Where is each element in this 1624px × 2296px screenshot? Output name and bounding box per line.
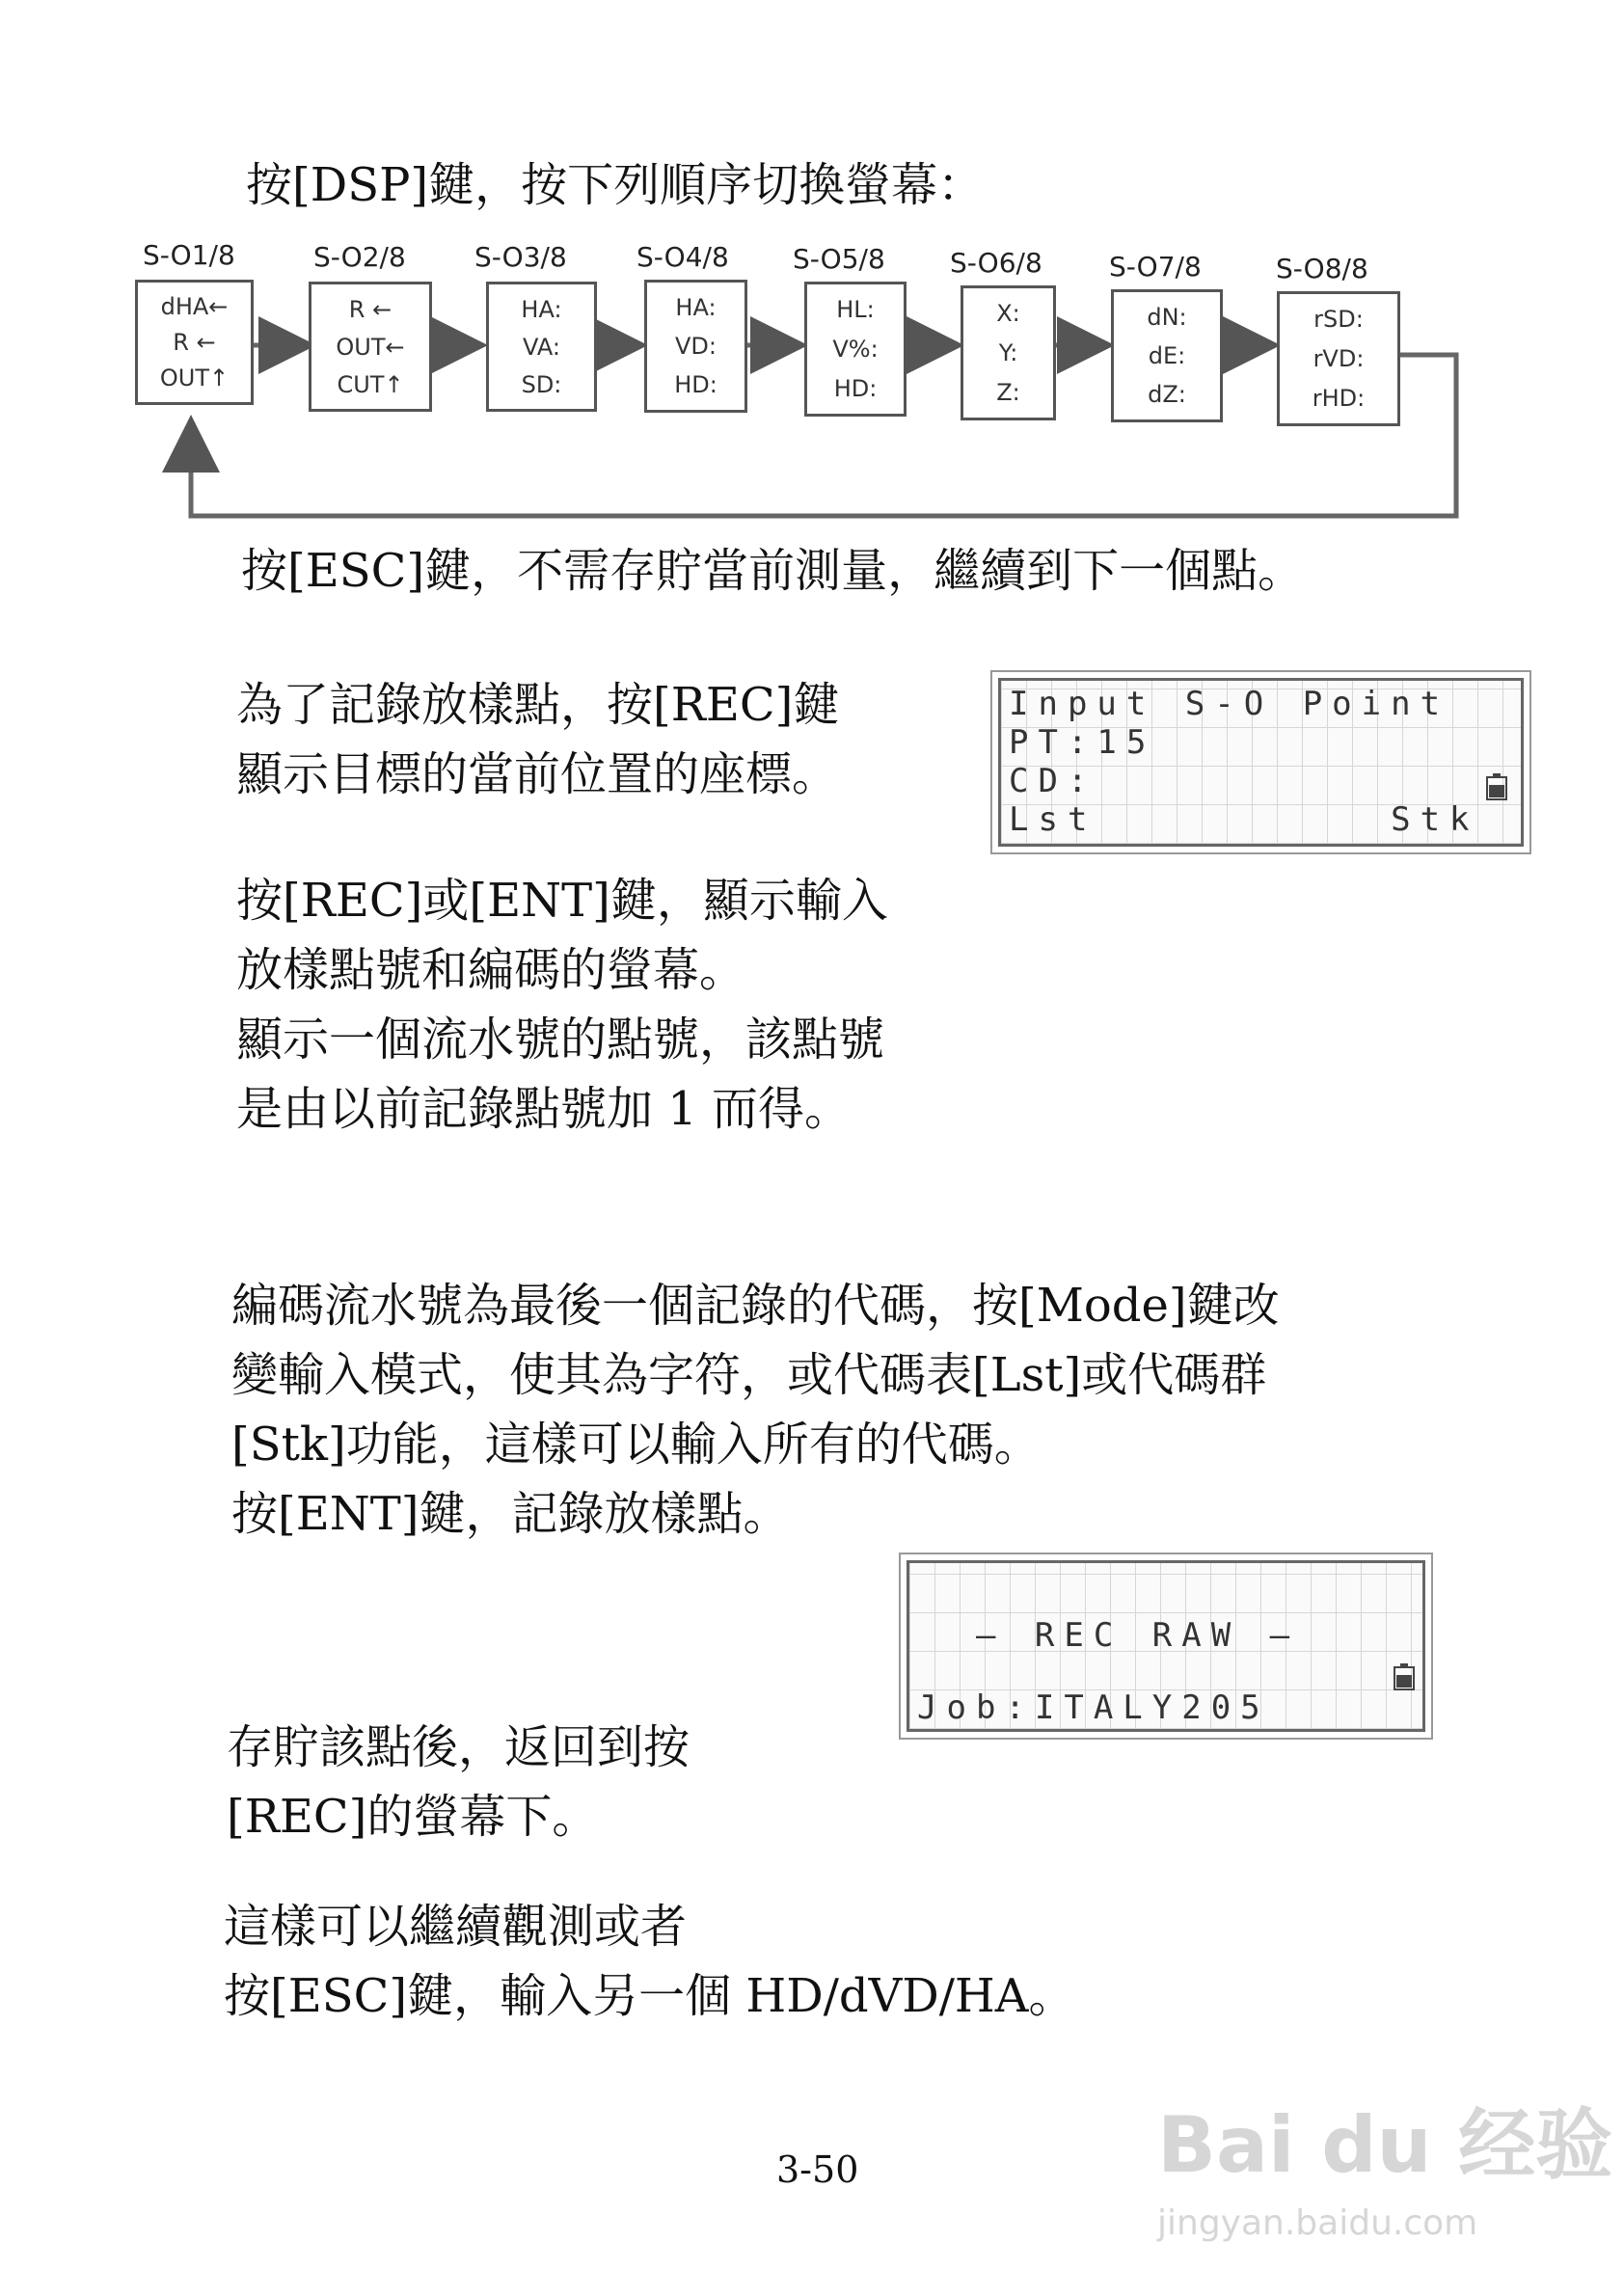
return-paragraph bbox=[227, 1713, 690, 1851]
screen-row: CUT↑ bbox=[337, 370, 404, 398]
lcd-row: CD: bbox=[1009, 762, 1097, 800]
screen-row: Y: bbox=[998, 338, 1018, 366]
lcd-row: Input S-O Point bbox=[1009, 685, 1450, 723]
esc-instruction: 按[ESC]鍵，不需存貯當前測量，繼續到下一個點。 bbox=[241, 544, 1305, 598]
screen-label-7: S-O7/8 bbox=[1109, 251, 1202, 283]
code-line: [Stk]功能，這樣可以輸入所有的代碼。 bbox=[231, 1418, 1041, 1472]
screen-row: HD: bbox=[674, 371, 717, 398]
ent-line: 放樣點號和編碼的螢幕。 bbox=[236, 943, 746, 997]
lcd-input-so-point bbox=[998, 678, 1524, 847]
screen-row: V%: bbox=[832, 335, 879, 363]
screen-row: dN: bbox=[1147, 304, 1187, 331]
screen-row: HA: bbox=[521, 295, 562, 323]
screen-row: OUT↑ bbox=[159, 365, 230, 392]
code-line: 按[ENT]鍵，記錄放樣點。 bbox=[231, 1487, 790, 1541]
screen-row: OUT← bbox=[336, 333, 405, 361]
screen-row: rSD: bbox=[1313, 306, 1364, 334]
rec-line: 為了記錄放樣點，按[REC]鍵 bbox=[236, 678, 840, 732]
screen-box-7 bbox=[1111, 289, 1223, 422]
screen-box-1 bbox=[135, 280, 254, 405]
continue-paragraph bbox=[224, 1892, 1074, 2031]
battery-icon bbox=[1394, 1663, 1415, 1690]
screen-row: X: bbox=[996, 300, 1020, 328]
screen-row: VD: bbox=[675, 333, 717, 360]
screen-box-2 bbox=[309, 282, 432, 412]
screen-row: R ← bbox=[173, 328, 216, 356]
continue-line: 這樣可以繼續觀測或者 bbox=[224, 1900, 688, 1954]
return-line: [REC]的螢幕下。 bbox=[227, 1790, 599, 1844]
lcd-row: PT:15 bbox=[1009, 723, 1156, 762]
code-paragraph bbox=[231, 1271, 1280, 1549]
page-number: 3-50 bbox=[776, 2148, 859, 2191]
screen-row: dHA← bbox=[160, 292, 229, 320]
screen-label-5: S-O5/8 bbox=[793, 243, 885, 275]
battery-icon bbox=[1486, 773, 1507, 800]
screen-row: rHD: bbox=[1312, 384, 1366, 412]
screen-label-3: S-O3/8 bbox=[474, 241, 567, 273]
screen-row: dZ: bbox=[1148, 381, 1186, 408]
screen-row: rVD: bbox=[1313, 344, 1365, 372]
ent-line: 是由以前記錄點號加 1 而得。 bbox=[236, 1082, 852, 1136]
ent-line: 按[REC]或[ENT]鍵，顯示輸入 bbox=[236, 874, 888, 928]
screen-label-1: S-O1/8 bbox=[143, 239, 235, 271]
return-line: 存貯該點後，返回到按 bbox=[227, 1720, 690, 1774]
code-line: 編碼流水號為最後一個記錄的代碼，按[Mode]鍵改 bbox=[231, 1279, 1280, 1333]
screen-box-5 bbox=[804, 282, 907, 417]
screen-box-6 bbox=[961, 285, 1056, 420]
screen-row: dE: bbox=[1148, 342, 1186, 369]
screen-box-3 bbox=[486, 282, 597, 412]
screen-box-4 bbox=[644, 280, 747, 413]
continue-line: 按[ESC]鍵，輸入另一個 HD/dVD/HA。 bbox=[224, 1969, 1075, 2023]
lcd-row: — REC RAW — bbox=[917, 1616, 1300, 1655]
screen-label-6: S-O6/8 bbox=[950, 247, 1042, 279]
lcd-row: Lst Stk bbox=[1009, 800, 1479, 839]
rec-paragraph bbox=[236, 670, 839, 809]
screen-row: HL: bbox=[836, 296, 875, 324]
screen-row: VA: bbox=[523, 333, 560, 361]
screen-label-2: S-O2/8 bbox=[313, 241, 406, 273]
screen-label-8: S-O8/8 bbox=[1276, 253, 1368, 284]
lcd-rec-raw bbox=[907, 1560, 1425, 1732]
intro-text: 按[DSP]鍵，按下列順序切換螢幕： bbox=[246, 158, 985, 212]
rec-line: 顯示目標的當前位置的座標。 bbox=[236, 747, 839, 801]
screen-box-8 bbox=[1277, 291, 1400, 426]
watermark-logo: Bai du 经验 bbox=[1157, 2100, 1613, 2190]
screen-row: HD: bbox=[833, 374, 878, 402]
screen-row: SD: bbox=[521, 370, 562, 398]
ent-line: 顯示一個流水號的點號，該點號 bbox=[236, 1013, 885, 1067]
screen-row: R ← bbox=[348, 295, 392, 323]
screen-row: Z: bbox=[996, 378, 1020, 406]
screen-label-4: S-O4/8 bbox=[636, 241, 729, 273]
screen-row: HA: bbox=[675, 294, 717, 321]
watermark-url: jingyan.baidu.com bbox=[1157, 2203, 1478, 2243]
code-line: 變輸入模式，使其為字符，或代碼表[Lst]或代碼群 bbox=[231, 1348, 1267, 1402]
lcd-row: Job:ITALY205 bbox=[917, 1688, 1270, 1727]
ent-paragraph bbox=[236, 866, 888, 1144]
